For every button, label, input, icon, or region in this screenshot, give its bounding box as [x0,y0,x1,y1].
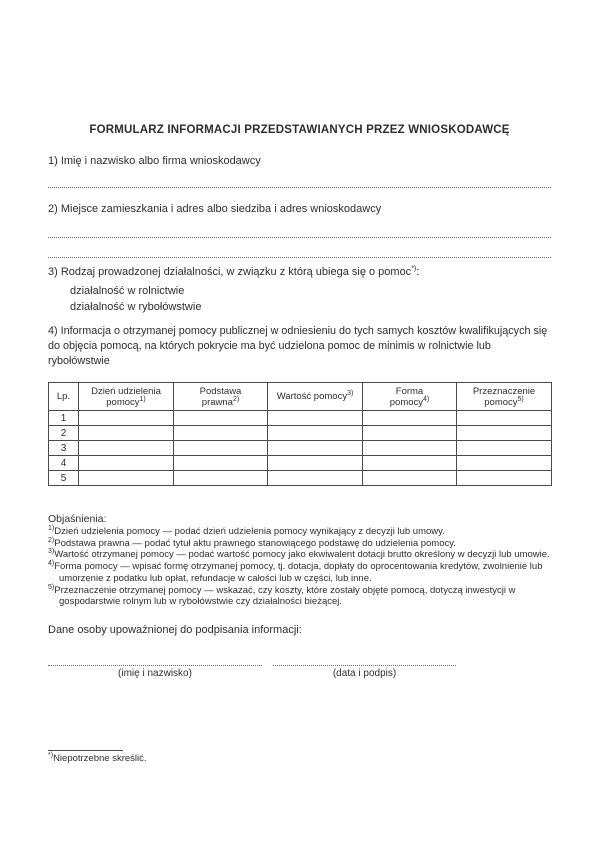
table-cell-empty[interactable] [457,441,552,456]
signature-name-block [48,665,262,679]
signature-date-fill-line[interactable] [273,665,456,666]
table-cell-empty[interactable] [174,456,268,471]
table-cell-empty[interactable] [363,471,457,486]
table-row [49,441,552,456]
signatory-label: Dane osoby upoważnionej do podpisania informacji: [48,623,302,636]
table-cell-empty[interactable] [79,411,174,426]
table-cell-empty[interactable] [457,426,552,441]
field1-fill-line[interactable] [48,187,551,188]
field3-footnote-marker: *) [411,265,417,273]
table-header-aid-value: Wartość pomocy$^{3)}$ [268,383,363,411]
explanation-item-4 [48,561,551,584]
table-cell-empty[interactable] [363,426,457,441]
table-cell-empty[interactable] [363,456,457,471]
table-cell-empty[interactable] [457,411,552,426]
table-header-grant-date: Dzień udzielenia pomocy$^{1)}$ [79,383,174,411]
asterisk-marker: *) [48,751,54,759]
bottom-footnote-text: *)Niepotrzebne skreślić. [48,751,147,764]
option-fishery[interactable]: działalność w rybołówstwie [70,300,202,313]
form-title: FORMULARZ INFORMACJI PRZEDSTAWIANYCH PRZEZ WNIOSKODAWCĘ [89,124,510,136]
field1-label: 1) Imię i nazwisko albo firma wnioskodawcy [48,155,261,167]
signature-name-caption: (imię i nazwisko) [118,667,192,679]
field3-options [70,284,551,315]
signature-row [48,665,551,679]
footnote-text: Dzień udzielenia pomocy — podać dzień udzielenia pomocy wynikający z decyzji lub umowy. [54,526,445,537]
bottom-footnote [48,750,348,764]
aid-table [48,382,552,486]
table-row [49,456,552,471]
row-number: 4 [49,456,79,471]
table-header-row [49,383,552,411]
footnote-marker: 2) [48,536,55,544]
footnote-text: Wartość otrzymanej pomocy — podać wartość pomocy jako ekwiwalent dotacji brutto określony w decyzji lub umowie. [54,549,550,561]
table-header-aid-purpose: Przeznaczenie pomocy$^{5)}$ [457,383,552,411]
row-number: 1 [49,411,79,426]
table-cell-empty[interactable] [268,456,363,471]
table-cell-empty[interactable] [268,471,363,486]
footnote-marker: 5) [48,583,55,591]
table-cell-empty[interactable] [457,471,552,486]
footnote-text: Podstawa prawna — podać tytuł aktu prawnego stanowiącego podstawę do udzielenia pomocy. [54,537,456,549]
option-agriculture[interactable]: działalność w rolnictwie [70,285,185,297]
field2-fill-line-2[interactable] [48,257,551,258]
row-number: 3 [49,441,79,456]
table-cell-empty[interactable] [79,441,174,456]
field2-label: 2) Miejsce zamieszkania i adres albo siedziba i adres wnioskodawcy [48,203,382,215]
table-header-lp: Lp. [49,383,79,411]
explanation-item-2 [48,538,551,550]
signature-name-fill-line[interactable] [48,665,262,666]
field2-fill-line-1[interactable] [48,237,551,238]
footnote-marker: 4) [48,559,55,567]
table-cell-empty[interactable] [268,426,363,441]
footnote-divider [48,750,123,751]
table-cell-empty[interactable] [174,426,268,441]
table-header-aid-form: Forma pomocy$^{4)}$ [363,383,457,411]
explanation-item-5 [48,585,551,608]
table-cell-empty[interactable] [268,441,363,456]
footnote-marker: 1) [48,524,55,532]
footnote-text: Forma pomocy — wpisać formę otrzymanej pomocy, tj. dotacja, dopłaty do oprocentowania kredytów, zwolnienie lub umorzenie z podatku lub opłat, refundacje w całości lub w części, lub inne. [54,561,543,584]
table-row [49,411,552,426]
row-number: 2 [49,426,79,441]
table-cell-empty[interactable] [79,426,174,441]
footnote-marker: 3) [48,548,55,556]
table-cell-empty[interactable] [79,471,174,486]
table-row [49,426,552,441]
form-content [48,0,551,679]
explanation-item-3 [48,549,551,561]
table-cell-empty[interactable] [363,441,457,456]
table-cell-empty[interactable] [363,411,457,426]
signature-date-caption: (data i podpis) [332,667,397,679]
field3-label-text: 3) Rodzaj prowadzonej działalności, w związku z którą ubiega się o pomoc [48,266,412,278]
table-cell-empty[interactable] [79,456,174,471]
table-cell-empty[interactable] [174,411,268,426]
explanations-heading: Objaśnienia: [48,513,107,525]
explanation-item-1 [48,526,551,538]
footnote-text: Przeznaczenie otrzymanej pomocy — wskazać, czy koszty, które zostały objęte pomocą, dotyczą inwestycji w gospodarstwie rolnym lub w rybołówstwie czy działalności bieżącej. [54,584,516,608]
field3-label [48,265,551,279]
field4-label: 4) Informacja o otrzymanej pomocy publicznej w odniesieniu do tych samych kosztów kwalifikujących się do objęcia pomocą, na których pokrycie ma być udzielona pomoc de minimis w rolnictwie lub rybołówstwie [48,325,548,367]
table-cell-empty[interactable] [174,471,268,486]
table-cell-empty[interactable] [457,456,552,471]
table-cell-empty[interactable] [268,411,363,426]
table-header-legal-basis: Podstawa prawna$^{2)}$ [174,383,268,411]
field3-label-colon: : [416,266,420,278]
table-cell-empty[interactable] [174,441,268,456]
table-row [49,471,552,486]
signature-date-block [273,665,456,679]
row-number: 5 [49,471,79,486]
